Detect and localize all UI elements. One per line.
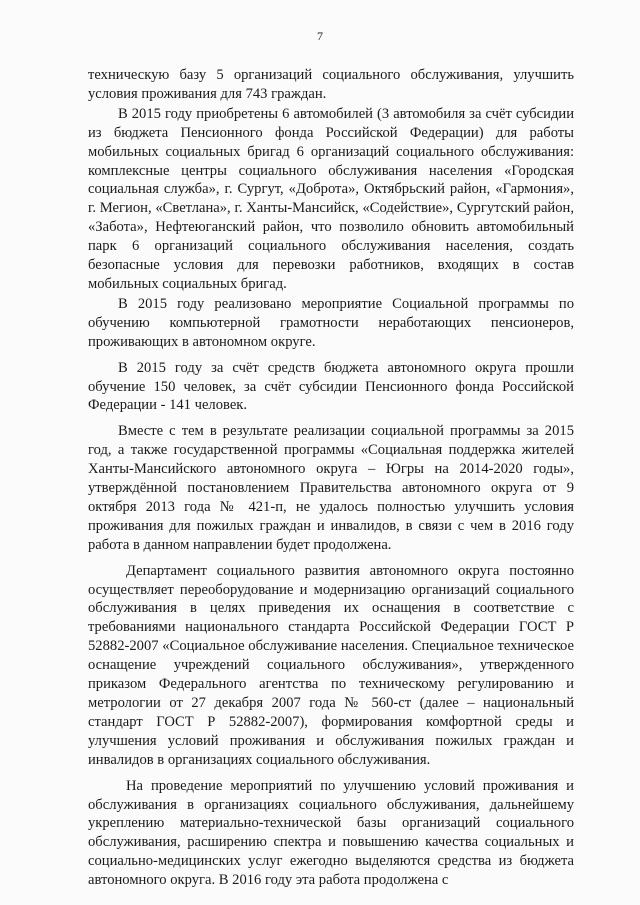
document-body: [88, 66, 574, 890]
paragraph-training-count: В 2015 году за счёт средств бюджета автономного округа прошли обучение 150 человек, за счёт субсидии Пенсионного фонда Российской Федерации - 141 человек.: [88, 359, 574, 414]
paragraph-computer-literacy: В 2015 году реализовано мероприятие Социальной программы по обучению компьютерной грамотности неработающих пенсионеров, проживающих в автономном округе.: [88, 295, 574, 350]
paragraph-program-results: Вместе с тем в результате реализации социальной программы за 2015 год, а также государственной программы «Социальная поддержка жителей Ханты-Мансийского автономного округа – Югры на 2014-2020 годы», утверждённой постановлением Правительства автономного округа от 9 октября 2013 года № 421-п, не удалось полностью улучшить условия проживания для пожилых граждан и инвалидов, в связи с чем в 2016 году работа в данном направлении будет продолжена.: [88, 423, 574, 553]
paragraph-funding: На проведение мероприятий по улучшению условий проживания и обслуживания в организациях социального обслуживания, дальнейшему укреплению материально-технической базы организаций социального обслуживания, расширению спектра и повышению качества социальных и социально-медицинских услуг ежегодно выделяются средства из бюджета автономного округа. В 2016 году эта работа продолжена с: [88, 777, 574, 889]
page-number: 7: [317, 29, 323, 43]
paragraph-vehicles: В 2015 году приобретены 6 автомобилей (3 автомобиля за счёт субсидии из бюджета Пенсионного фонда Российской Федерации) для работы мобильных социальных бригад 6 организаций социального обслуживания: комплексные центры социального обслуживания населения «Городская социальная служба», г. Сургут, «Доброта», Октябрьский район, «Гармония», г. Мегион, «Светлана», г. Ханты-Мансийск, «Содействие», Сургутский район, «Забота», Нефтеюганский район, что позволило обновить автомобильный парк 6 организаций социального обслуживания населения, создать безопасные условия для перевозки работников, входящих в состав мобильных социальных бригад.: [88, 105, 574, 292]
paragraph-department-standard: Департамент социального развития автономного округа постоянно осуществляет переоборудование и модернизацию организаций социального обслуживания в целях приведения их оснащения в соответствие с требованиями национального стандарта Российской Федерации ГОСТ Р 52882-2007 «Социальное обслуживание населения. Специальное техническое оснащение учреждений социального обслуживания», утвержденного приказом Федерального агентства по техническому регулированию и метрологии от 27 декабря 2007 года № 560-ст (далее – национальный стандарт ГОСТ Р 52882-2007), формирования комфортной среды и улучшения условий проживания и обслуживания пожилых граждан и инвалидов в организациях социального обслуживания.: [88, 562, 574, 768]
paragraph-continuation: техническую базу 5 организаций социального обслуживания, улучшить условия проживания для 743 граждан.: [88, 67, 574, 102]
